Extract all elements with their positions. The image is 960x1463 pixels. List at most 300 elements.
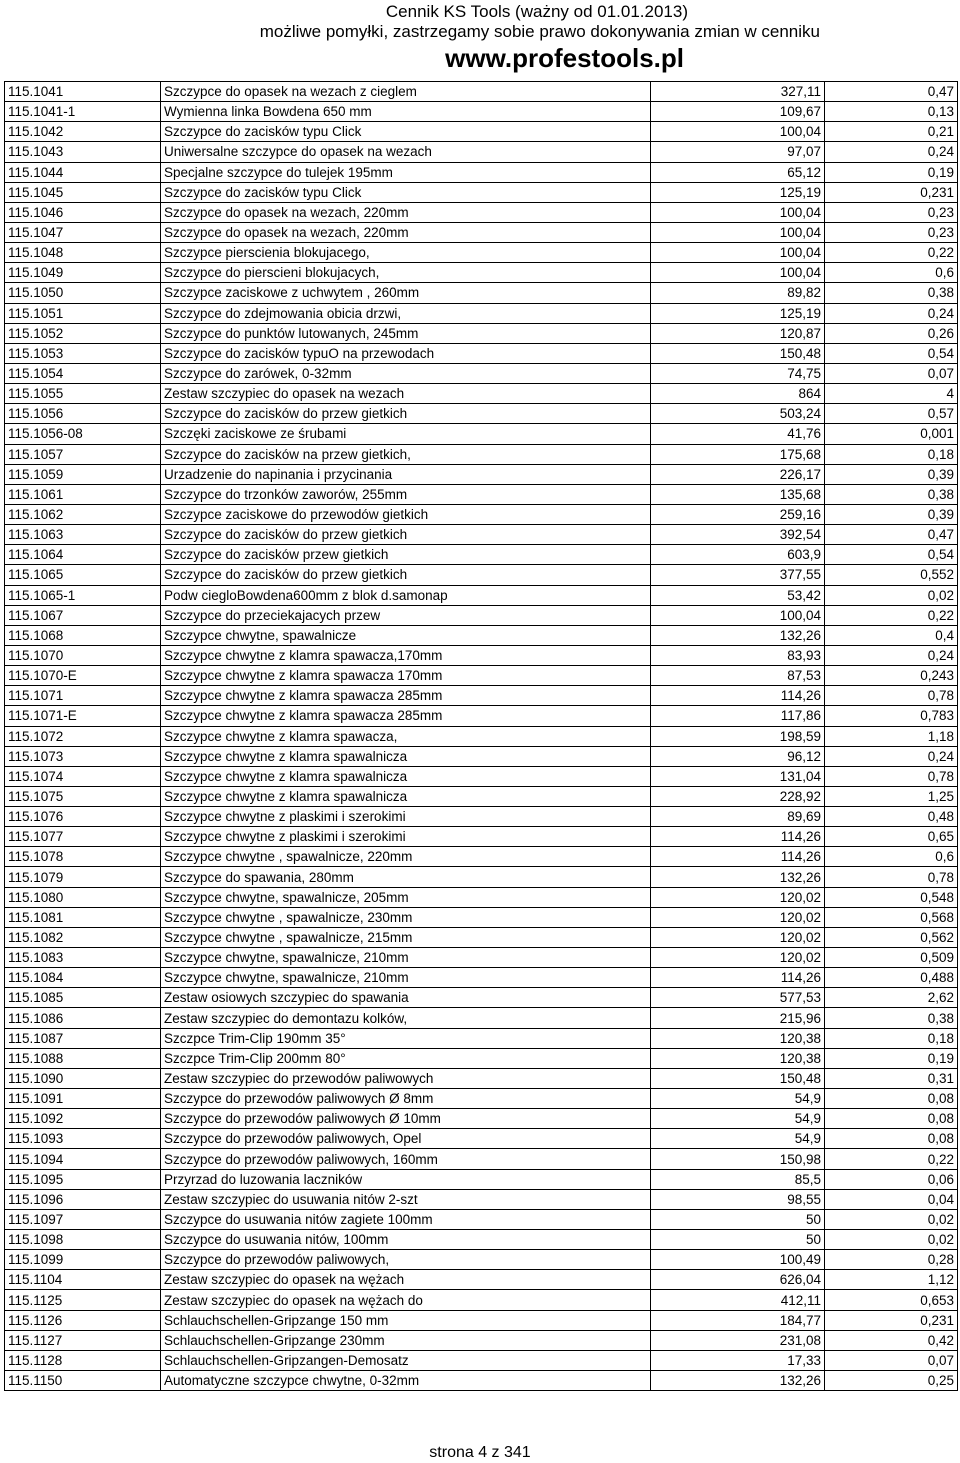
product-code: 115.1099 — [5, 1250, 161, 1270]
product-weight: 0,78 — [825, 686, 958, 706]
table-row — [5, 243, 958, 263]
table-row — [5, 525, 958, 545]
table-row — [5, 424, 958, 444]
product-weight: 0,4 — [825, 625, 958, 645]
product-price: 392,54 — [651, 525, 825, 545]
table-row — [5, 504, 958, 524]
product-price: 53,42 — [651, 585, 825, 605]
product-price: 412,11 — [651, 1290, 825, 1310]
product-code: 115.1047 — [5, 222, 161, 242]
product-price: 228,92 — [651, 786, 825, 806]
product-weight: 0,24 — [825, 142, 958, 162]
product-name: Szczypce chwytne, spawalnicze — [161, 625, 651, 645]
product-name: Zestaw osiowych szczypiec do spawania — [161, 988, 651, 1008]
product-price: 226,17 — [651, 464, 825, 484]
product-code: 115.1127 — [5, 1330, 161, 1350]
product-name: Szczypce do zacisków do przew gietkich — [161, 404, 651, 424]
product-code: 115.1067 — [5, 605, 161, 625]
product-price: 132,26 — [651, 1371, 825, 1391]
product-price: 577,53 — [651, 988, 825, 1008]
table-row — [5, 1008, 958, 1028]
product-weight: 0,509 — [825, 948, 958, 968]
table-row — [5, 303, 958, 323]
product-name: Szczypce do zacisków typu Click — [161, 122, 651, 142]
product-code: 115.1054 — [5, 363, 161, 383]
product-price: 503,24 — [651, 404, 825, 424]
product-price: 100,04 — [651, 243, 825, 263]
product-weight: 0,54 — [825, 545, 958, 565]
table-row — [5, 867, 958, 887]
product-weight: 0,57 — [825, 404, 958, 424]
product-price: 150,98 — [651, 1149, 825, 1169]
product-price: 135,68 — [651, 484, 825, 504]
product-code: 115.1061 — [5, 484, 161, 504]
product-weight: 0,568 — [825, 907, 958, 927]
product-weight: 0,22 — [825, 1149, 958, 1169]
product-code: 115.1079 — [5, 867, 161, 887]
product-price: 89,69 — [651, 807, 825, 827]
product-weight: 0,488 — [825, 968, 958, 988]
product-code: 115.1055 — [5, 384, 161, 404]
product-code: 115.1092 — [5, 1109, 161, 1129]
product-code: 115.1087 — [5, 1028, 161, 1048]
product-price: 125,19 — [651, 303, 825, 323]
product-weight: 1,12 — [825, 1270, 958, 1290]
product-name: Szczypce do przewodów paliwowych Ø 8mm — [161, 1089, 651, 1109]
product-price: 65,12 — [651, 162, 825, 182]
table-row — [5, 484, 958, 504]
product-weight: 0,02 — [825, 1209, 958, 1229]
product-weight: 0,04 — [825, 1189, 958, 1209]
product-weight: 0,07 — [825, 363, 958, 383]
table-row — [5, 847, 958, 867]
product-price: 114,26 — [651, 686, 825, 706]
product-weight: 0,38 — [825, 484, 958, 504]
product-price: 54,9 — [651, 1129, 825, 1149]
price-list-title: Cennik KS Tools (ważny od 01.01.2013) — [385, 2, 688, 21]
product-weight: 0,65 — [825, 827, 958, 847]
table-row — [5, 1330, 958, 1350]
product-name: Schlauchschellen-Gripzange 230mm — [161, 1330, 651, 1350]
table-row — [5, 927, 958, 947]
product-price: 98,55 — [651, 1189, 825, 1209]
table-row — [5, 222, 958, 242]
product-name: Urzadzenie do napinania i przycinania — [161, 464, 651, 484]
product-code: 115.1082 — [5, 927, 161, 947]
product-code: 115.1097 — [5, 1209, 161, 1229]
table-row — [5, 645, 958, 665]
product-weight: 0,28 — [825, 1250, 958, 1270]
product-weight: 0,78 — [825, 867, 958, 887]
product-price: 83,93 — [651, 645, 825, 665]
product-code: 115.1088 — [5, 1048, 161, 1068]
product-code: 115.1065 — [5, 565, 161, 585]
product-code: 115.1056 — [5, 404, 161, 424]
table-row — [5, 1371, 958, 1391]
product-price: 114,26 — [651, 827, 825, 847]
product-price: 117,86 — [651, 706, 825, 726]
product-name: Szczypce do przeciekajacych przew — [161, 605, 651, 625]
product-price: 85,5 — [651, 1169, 825, 1189]
product-weight: 0,19 — [825, 1048, 958, 1068]
table-row — [5, 162, 958, 182]
disclaimer-text: możliwe pomyłki, zastrzegamy sobie prawo dokonywania zmian w cenniku — [259, 22, 820, 41]
table-row — [5, 1169, 958, 1189]
product-code: 115.1074 — [5, 766, 161, 786]
product-code: 115.1041 — [5, 82, 161, 102]
product-name: Szczypce do przewodów paliwowych, 160mm — [161, 1149, 651, 1169]
product-price: 120,87 — [651, 323, 825, 343]
product-price: 626,04 — [651, 1270, 825, 1290]
product-code: 115.1057 — [5, 444, 161, 464]
product-name: Szczypce do zacisków przew gietkich — [161, 545, 651, 565]
product-name: Szczypce chwytne , spawalnicze, 220mm — [161, 847, 651, 867]
product-code: 115.1084 — [5, 968, 161, 988]
table-row — [5, 948, 958, 968]
product-code: 115.1126 — [5, 1310, 161, 1330]
product-name: Szczypce do spawania, 280mm — [161, 867, 651, 887]
table-row — [5, 1189, 958, 1209]
product-price: 864 — [651, 384, 825, 404]
product-weight: 0,24 — [825, 645, 958, 665]
product-price: 120,38 — [651, 1028, 825, 1048]
product-name: Zestaw szczypiec do przewodów paliwowych — [161, 1068, 651, 1088]
price-table-body — [5, 82, 958, 1391]
product-price: 603,9 — [651, 545, 825, 565]
product-price: 100,04 — [651, 122, 825, 142]
product-weight: 1,25 — [825, 786, 958, 806]
table-row — [5, 887, 958, 907]
page-header — [0, 0, 960, 80]
product-code: 115.1063 — [5, 525, 161, 545]
product-name: Szczypce do zacisków do przew gietkich — [161, 565, 651, 585]
product-weight: 0,39 — [825, 464, 958, 484]
product-weight: 0,08 — [825, 1129, 958, 1149]
product-name: Szczypce chwytne, spawalnicze, 205mm — [161, 887, 651, 907]
product-name: Szczypce chwytne z klamra spawalnicza — [161, 786, 651, 806]
product-name: Szczypce do opasek na wezach, 220mm — [161, 202, 651, 222]
table-row — [5, 726, 958, 746]
product-price: 114,26 — [651, 847, 825, 867]
product-name: Wymienna linka Bowdena 650 mm — [161, 102, 651, 122]
product-code: 115.1096 — [5, 1189, 161, 1209]
product-price: 54,9 — [651, 1089, 825, 1109]
product-price: 259,16 — [651, 504, 825, 524]
table-row — [5, 363, 958, 383]
product-name: Szczypce do zacisków na przew gietkich, — [161, 444, 651, 464]
product-weight: 0,21 — [825, 122, 958, 142]
table-row — [5, 464, 958, 484]
product-name: Zestaw szczypiec do opasek na wężach — [161, 1270, 651, 1290]
product-weight: 1,18 — [825, 726, 958, 746]
product-price: 97,07 — [651, 142, 825, 162]
product-name: Szczypce do zdejmowania obicia drzwi, — [161, 303, 651, 323]
product-code: 115.1041-1 — [5, 102, 161, 122]
product-code: 115.1077 — [5, 827, 161, 847]
table-row — [5, 1109, 958, 1129]
product-name: Szczypce chwytne, spawalnicze, 210mm — [161, 948, 651, 968]
product-code: 115.1098 — [5, 1230, 161, 1250]
product-weight: 0,31 — [825, 1068, 958, 1088]
product-weight: 0,6 — [825, 263, 958, 283]
product-weight: 0,783 — [825, 706, 958, 726]
product-code: 115.1051 — [5, 303, 161, 323]
product-code: 115.1095 — [5, 1169, 161, 1189]
website-link[interactable]: www.profestools.pl — [445, 43, 684, 73]
price-table — [4, 81, 958, 1391]
table-row — [5, 686, 958, 706]
table-row — [5, 283, 958, 303]
product-name: Szczypce chwytne z plaskimi i szerokimi — [161, 827, 651, 847]
table-row — [5, 444, 958, 464]
product-price: 100,04 — [651, 202, 825, 222]
product-weight: 0,13 — [825, 102, 958, 122]
table-row — [5, 1149, 958, 1169]
table-row — [5, 1350, 958, 1370]
table-row — [5, 122, 958, 142]
product-weight: 0,22 — [825, 243, 958, 263]
product-weight: 0,19 — [825, 162, 958, 182]
product-name: Podw ciegloBowdena600mm z blok d.samonap — [161, 585, 651, 605]
product-code: 115.1052 — [5, 323, 161, 343]
product-price: 96,12 — [651, 746, 825, 766]
table-row — [5, 907, 958, 927]
product-name: Szczypce do pierscieni blokujacych, — [161, 263, 651, 283]
product-price: 89,82 — [651, 283, 825, 303]
table-row — [5, 605, 958, 625]
product-name: Schlauchschellen-Gripzange 150 mm — [161, 1310, 651, 1330]
product-weight: 0,653 — [825, 1290, 958, 1310]
table-row — [5, 1028, 958, 1048]
product-code: 115.1075 — [5, 786, 161, 806]
product-weight: 0,48 — [825, 807, 958, 827]
product-code: 115.1056-08 — [5, 424, 161, 444]
product-price: 50 — [651, 1230, 825, 1250]
product-name: Szczypce do zacisków do przew gietkich — [161, 525, 651, 545]
product-name: Szczypce chwytne z klamra spawacza 170mm — [161, 666, 651, 686]
product-code: 115.1059 — [5, 464, 161, 484]
product-price: 150,48 — [651, 1068, 825, 1088]
table-row — [5, 323, 958, 343]
table-row — [5, 746, 958, 766]
product-name: Uniwersalne szczypce do opasek na wezach — [161, 142, 651, 162]
product-price: 74,75 — [651, 363, 825, 383]
table-row — [5, 1089, 958, 1109]
table-row — [5, 565, 958, 585]
product-weight: 0,23 — [825, 222, 958, 242]
table-row — [5, 202, 958, 222]
product-weight: 0,231 — [825, 182, 958, 202]
product-name: Szczpce Trim-Clip 200mm 80° — [161, 1048, 651, 1068]
table-row — [5, 1129, 958, 1149]
product-code: 115.1048 — [5, 243, 161, 263]
product-price: 231,08 — [651, 1330, 825, 1350]
table-row — [5, 545, 958, 565]
product-name: Szczęki zaciskowe ze śrubami — [161, 424, 651, 444]
product-price: 100,49 — [651, 1250, 825, 1270]
table-row — [5, 706, 958, 726]
product-price: 87,53 — [651, 666, 825, 686]
product-weight: 0,548 — [825, 887, 958, 907]
table-row — [5, 182, 958, 202]
product-price: 184,77 — [651, 1310, 825, 1330]
product-code: 115.1125 — [5, 1290, 161, 1310]
product-weight: 0,231 — [825, 1310, 958, 1330]
product-name: Specjalne szczypce do tulejek 195mm — [161, 162, 651, 182]
product-name: Automatyczne szczypce chwytne, 0-32mm — [161, 1371, 651, 1391]
product-weight: 0,06 — [825, 1169, 958, 1189]
product-name: Szczypce do opasek na wezach z cieglem — [161, 82, 651, 102]
product-weight: 0,001 — [825, 424, 958, 444]
table-row — [5, 1230, 958, 1250]
table-row — [5, 384, 958, 404]
table-row — [5, 1068, 958, 1088]
product-weight: 0,42 — [825, 1330, 958, 1350]
product-price: 175,68 — [651, 444, 825, 464]
product-name: Szczpce Trim-Clip 190mm 35° — [161, 1028, 651, 1048]
product-name: Szczypce do zacisków typuO na przewodach — [161, 343, 651, 363]
table-row — [5, 404, 958, 424]
product-name: Zestaw szczypiec do opasek na wężach do — [161, 1290, 651, 1310]
product-code: 115.1104 — [5, 1270, 161, 1290]
product-price: 120,02 — [651, 948, 825, 968]
table-row — [5, 968, 958, 988]
product-weight: 0,08 — [825, 1089, 958, 1109]
product-price: 131,04 — [651, 766, 825, 786]
product-price: 327,11 — [651, 82, 825, 102]
product-code: 115.1070 — [5, 645, 161, 665]
product-weight: 0,24 — [825, 746, 958, 766]
product-code: 115.1086 — [5, 1008, 161, 1028]
table-row — [5, 786, 958, 806]
product-name: Zestaw szczypiec do usuwania nitów 2-szt — [161, 1189, 651, 1209]
product-name: Zestaw szczypiec do demontazu kolków, — [161, 1008, 651, 1028]
product-code: 115.1053 — [5, 343, 161, 363]
product-name: Szczypce pierscienia blokujacego, — [161, 243, 651, 263]
product-code: 115.1070-E — [5, 666, 161, 686]
product-name: Szczypce do punktów lutowanych, 245mm — [161, 323, 651, 343]
product-code: 115.1068 — [5, 625, 161, 645]
product-name: Szczypce chwytne , spawalnicze, 230mm — [161, 907, 651, 927]
product-name: Szczypce chwytne z klamra spawalnicza — [161, 766, 651, 786]
product-code: 115.1128 — [5, 1350, 161, 1370]
product-name: Szczypce do zarówek, 0-32mm — [161, 363, 651, 383]
product-price: 41,76 — [651, 424, 825, 444]
table-row — [5, 1048, 958, 1068]
product-code: 115.1085 — [5, 988, 161, 1008]
product-name: Szczypce do przewodów paliwowych Ø 10mm — [161, 1109, 651, 1129]
product-price: 114,26 — [651, 968, 825, 988]
product-name: Szczypce do usuwania nitów zagiete 100mm — [161, 1209, 651, 1229]
product-price: 120,02 — [651, 927, 825, 947]
product-weight: 0,02 — [825, 585, 958, 605]
product-weight: 0,78 — [825, 766, 958, 786]
table-row — [5, 1209, 958, 1229]
product-name: Szczypce do opasek na wezach, 220mm — [161, 222, 651, 242]
product-weight: 0,38 — [825, 283, 958, 303]
product-code: 115.1065-1 — [5, 585, 161, 605]
product-weight: 0,24 — [825, 303, 958, 323]
product-name: Szczypce do zacisków typu Click — [161, 182, 651, 202]
page-number: strona 4 z 341 — [429, 1444, 531, 1461]
product-code: 115.1049 — [5, 263, 161, 283]
product-code: 115.1043 — [5, 142, 161, 162]
product-price: 50 — [651, 1209, 825, 1229]
product-price: 100,04 — [651, 222, 825, 242]
table-row — [5, 1250, 958, 1270]
product-price: 17,33 — [651, 1350, 825, 1370]
product-code: 115.1093 — [5, 1129, 161, 1149]
product-price: 120,38 — [651, 1048, 825, 1068]
table-row — [5, 82, 958, 102]
product-name: Przyrzad do luzowania laczników — [161, 1169, 651, 1189]
product-name: Szczypce do trzonków zaworów, 255mm — [161, 484, 651, 504]
product-name: Szczypce do usuwania nitów, 100mm — [161, 1230, 651, 1250]
product-name: Szczypce do przewodów paliwowych, — [161, 1250, 651, 1270]
product-code: 115.1081 — [5, 907, 161, 927]
product-weight: 0,552 — [825, 565, 958, 585]
table-row — [5, 585, 958, 605]
product-name: Schlauchschellen-Gripzangen-Demosatz — [161, 1350, 651, 1370]
product-price: 100,04 — [651, 263, 825, 283]
product-price: 54,9 — [651, 1109, 825, 1129]
product-weight: 0,26 — [825, 323, 958, 343]
product-price: 125,19 — [651, 182, 825, 202]
table-row — [5, 666, 958, 686]
product-weight: 0,47 — [825, 82, 958, 102]
product-weight: 0,54 — [825, 343, 958, 363]
product-weight: 0,18 — [825, 1028, 958, 1048]
product-name: Szczypce chwytne z klamra spawacza 285mm — [161, 686, 651, 706]
product-weight: 0,08 — [825, 1109, 958, 1129]
product-code: 115.1045 — [5, 182, 161, 202]
table-row — [5, 807, 958, 827]
product-name: Szczypce chwytne, spawalnicze, 210mm — [161, 968, 651, 988]
table-row — [5, 1310, 958, 1330]
product-name: Szczypce chwytne z klamra spawacza, — [161, 726, 651, 746]
table-row — [5, 827, 958, 847]
product-price: 132,26 — [651, 625, 825, 645]
table-row — [5, 102, 958, 122]
product-price: 132,26 — [651, 867, 825, 887]
product-code: 115.1071-E — [5, 706, 161, 726]
product-price: 120,02 — [651, 887, 825, 907]
product-code: 115.1094 — [5, 1149, 161, 1169]
product-code: 115.1042 — [5, 122, 161, 142]
product-weight: 0,23 — [825, 202, 958, 222]
product-weight: 0,22 — [825, 605, 958, 625]
product-name: Szczypce zaciskowe do przewodów gietkich — [161, 504, 651, 524]
product-name: Szczypce chwytne z klamra spawacza,170mm — [161, 645, 651, 665]
product-code: 115.1076 — [5, 807, 161, 827]
product-name: Zestaw szczypiec do opasek na wezach — [161, 384, 651, 404]
product-price: 150,48 — [651, 343, 825, 363]
table-row — [5, 343, 958, 363]
product-weight: 0,243 — [825, 666, 958, 686]
product-code: 115.1083 — [5, 948, 161, 968]
product-code: 115.1073 — [5, 746, 161, 766]
product-price: 109,67 — [651, 102, 825, 122]
product-weight: 0,38 — [825, 1008, 958, 1028]
product-code: 115.1150 — [5, 1371, 161, 1391]
product-weight: 4 — [825, 384, 958, 404]
table-row — [5, 1290, 958, 1310]
product-name: Szczypce chwytne z klamra spawacza 285mm — [161, 706, 651, 726]
product-code: 115.1044 — [5, 162, 161, 182]
product-price: 198,59 — [651, 726, 825, 746]
product-weight: 0,39 — [825, 504, 958, 524]
table-row — [5, 766, 958, 786]
